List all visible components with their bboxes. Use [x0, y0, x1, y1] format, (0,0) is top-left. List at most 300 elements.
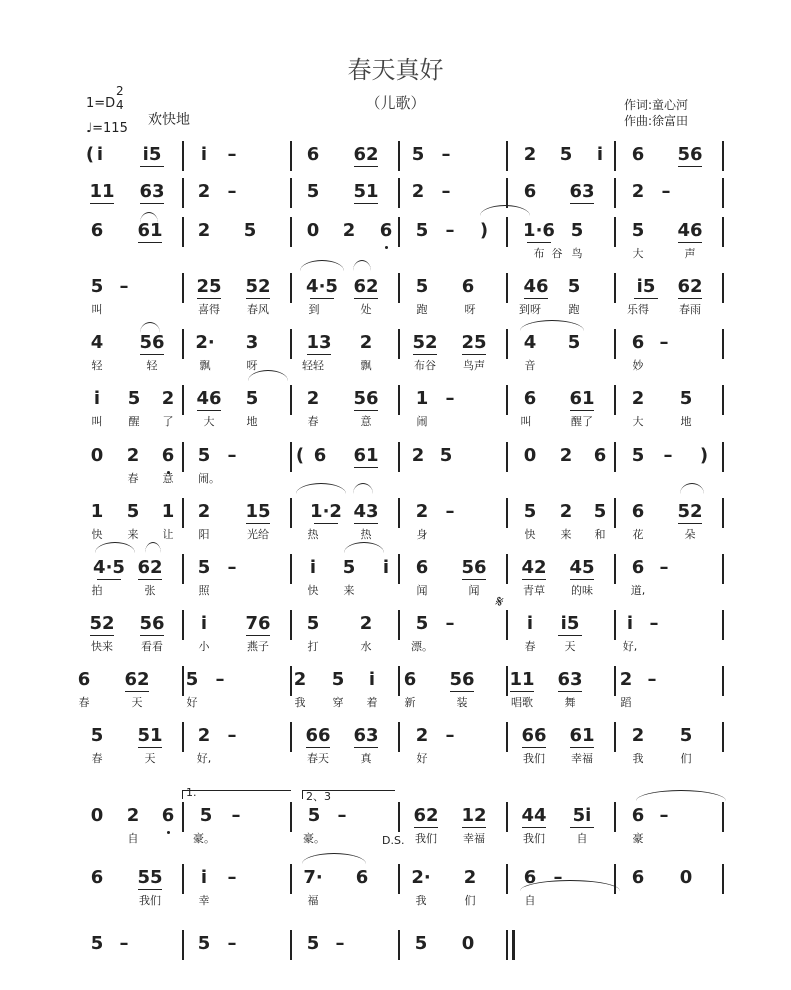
bar-line — [722, 722, 724, 752]
lyric-syllable: 拍 — [91, 584, 103, 597]
song-subtitle: （儿歌） — [365, 94, 426, 112]
jianpu-note: 6 — [77, 669, 91, 690]
bar-line — [398, 802, 400, 832]
bar-line — [506, 178, 508, 208]
lyric-syllable: 着 — [366, 696, 378, 709]
bar-line — [182, 554, 184, 584]
jianpu-note: 56 — [139, 613, 165, 634]
lyric-syllable: 新 — [404, 696, 416, 709]
bar-line — [614, 442, 616, 472]
beam-underline — [570, 579, 594, 580]
lyric-syllable: 穿 — [332, 696, 344, 709]
bar-line — [506, 930, 508, 960]
jianpu-note: 62 — [353, 276, 379, 297]
jianpu-note: 5 — [523, 501, 537, 522]
bar-line — [398, 722, 400, 752]
beam-underline — [140, 354, 164, 355]
lyric-syllable: 天 — [131, 696, 143, 709]
bar-line — [182, 802, 184, 832]
jianpu-note: – — [215, 669, 225, 690]
bar-line — [290, 610, 292, 640]
beam-underline — [634, 298, 658, 299]
beam-underline — [462, 827, 486, 828]
bar-line — [722, 329, 724, 359]
bar-line — [398, 273, 400, 303]
lyric-syllable: 地 — [246, 415, 258, 428]
jianpu-note: 5 — [197, 445, 211, 466]
lyric-syllable: 醒 — [128, 415, 140, 428]
jianpu-note: i — [596, 144, 604, 165]
jianpu-note: 5 — [90, 276, 104, 297]
jianpu-note: 3 — [245, 332, 259, 353]
lyric-syllable: 让 — [162, 528, 174, 541]
slur-arc — [145, 542, 161, 553]
jianpu-note: 0 — [461, 933, 475, 954]
jianpu-note: 2 — [197, 181, 211, 202]
jianpu-note: 25 — [461, 332, 487, 353]
lyric-syllable: 幸福 — [571, 752, 593, 765]
jianpu-note: 6 — [415, 557, 429, 578]
expression-marking: 欢快地 — [148, 112, 190, 128]
time-signature-top: 2 — [116, 84, 124, 98]
jianpu-note: 0 — [90, 805, 104, 826]
lyric-syllable: 春雨 — [679, 303, 701, 316]
beam-underline — [354, 747, 378, 748]
bar-line — [614, 802, 616, 832]
jianpu-note: ) — [479, 220, 489, 241]
bar-line — [182, 498, 184, 528]
beam-underline — [413, 354, 437, 355]
lyric-syllable: 意 — [360, 415, 372, 428]
bar-line — [182, 217, 184, 247]
jianpu-note: 5 — [306, 181, 320, 202]
jianpu-note: 63 — [353, 725, 379, 746]
jianpu-note: 5 — [415, 220, 429, 241]
jianpu-note: 56 — [461, 557, 487, 578]
jianpu-note: – — [659, 805, 669, 826]
jianpu-note: 6 — [593, 445, 607, 466]
jianpu-note: – — [553, 867, 563, 888]
jianpu-note: 2 — [415, 501, 429, 522]
lyric-syllable: 跑 — [416, 303, 428, 316]
lyric-syllable: 光给 — [247, 528, 269, 541]
beam-underline — [90, 635, 114, 636]
jianpu-note: – — [661, 181, 671, 202]
bar-line — [506, 385, 508, 415]
jianpu-note: 2 — [306, 388, 320, 409]
jianpu-note: 7· — [303, 867, 323, 888]
jianpu-note: 5 — [331, 669, 345, 690]
jianpu-note: 63 — [139, 181, 165, 202]
lyric-syllable: 漂。 — [411, 640, 433, 653]
jianpu-note: 6 — [403, 669, 417, 690]
jianpu-note: 6 — [90, 220, 104, 241]
jianpu-note: 62 — [677, 276, 703, 297]
jianpu-note: 11 — [89, 181, 115, 202]
beam-underline — [522, 747, 546, 748]
lyric-syllable: 春天 — [307, 752, 329, 765]
lyric-syllable: 好 — [186, 696, 198, 709]
lyric-syllable: 和 — [594, 528, 606, 541]
bar-line — [506, 498, 508, 528]
bar-line — [182, 864, 184, 894]
beam-underline — [354, 298, 378, 299]
bar-line — [182, 722, 184, 752]
slur-arc — [344, 542, 384, 553]
jianpu-note: i5 — [636, 276, 656, 297]
jianpu-note: 15 — [245, 501, 271, 522]
jianpu-note: 2 — [631, 725, 645, 746]
jianpu-note: 61 — [353, 445, 379, 466]
lyric-syllable: 布谷 — [414, 359, 436, 372]
jianpu-note: 5i — [572, 805, 592, 826]
jianpu-note: 0 — [90, 445, 104, 466]
jianpu-note: 5 — [679, 725, 693, 746]
bar-line — [182, 442, 184, 472]
jianpu-note: ( — [295, 445, 305, 466]
jianpu-note: 55 — [137, 867, 163, 888]
jianpu-note: i5 — [142, 144, 162, 165]
jianpu-note: 6 — [523, 181, 537, 202]
lyric-syllable: 唱歌 — [511, 696, 533, 709]
composer-credit: 作曲:徐富田 — [624, 114, 689, 128]
jianpu-note: i — [200, 144, 208, 165]
lyric-syllable: 天 — [144, 752, 156, 765]
jianpu-note: i — [93, 388, 101, 409]
jianpu-note: 0 — [523, 445, 537, 466]
beam-underline — [522, 579, 546, 580]
lyric-syllable: 飘 — [360, 359, 372, 372]
jianpu-note: – — [659, 557, 669, 578]
jianpu-note: – — [445, 501, 455, 522]
jianpu-note: 63 — [557, 669, 583, 690]
jianpu-note: 6 — [523, 388, 537, 409]
lyric-syllable: 张 — [144, 584, 156, 597]
lyric-syllable: 妙 — [632, 359, 644, 372]
bar-line — [182, 930, 184, 960]
jianpu-note: – — [663, 445, 673, 466]
jianpu-note: i — [526, 613, 534, 634]
bar-line — [398, 554, 400, 584]
jianpu-note: 5 — [567, 332, 581, 353]
lyric-syllable: 呀 — [246, 359, 258, 372]
beam-underline — [138, 889, 162, 890]
bar-line — [722, 610, 724, 640]
beam-underline — [414, 827, 438, 828]
jianpu-note: 52 — [89, 613, 115, 634]
beam-underline — [306, 747, 330, 748]
jianpu-note: 5 — [306, 613, 320, 634]
lyric-syllable: 乐得 — [627, 303, 649, 316]
jianpu-note: – — [227, 557, 237, 578]
lyric-syllable: 真 — [360, 752, 372, 765]
slur-arc — [140, 212, 158, 223]
bar-line — [398, 329, 400, 359]
jianpu-note: 56 — [677, 144, 703, 165]
beam-underline — [678, 242, 702, 243]
lyric-syllable: 自 — [127, 832, 139, 845]
lyric-syllable: 地 — [680, 415, 692, 428]
jianpu-note: 62 — [124, 669, 150, 690]
lyric-syllable: 我们 — [523, 832, 545, 845]
lyric-syllable: 蹈 — [620, 696, 632, 709]
jianpu-note: – — [231, 805, 241, 826]
segno-sign: 𝄋 — [493, 591, 507, 612]
beam-underline — [140, 635, 164, 636]
bar-line — [290, 273, 292, 303]
jianpu-note: 5 — [199, 805, 213, 826]
jianpu-note: – — [227, 725, 237, 746]
beam-underline — [314, 523, 338, 524]
beam-underline — [138, 747, 162, 748]
beam-underline — [246, 298, 270, 299]
bar-line — [506, 722, 508, 752]
beam-underline — [678, 523, 702, 524]
lyric-syllable: 豪。 — [303, 832, 325, 845]
jianpu-note: – — [227, 144, 237, 165]
first-ending-label: 1. — [186, 786, 197, 799]
bar-line — [506, 554, 508, 584]
jianpu-note: 1 — [415, 388, 429, 409]
bar-line — [182, 273, 184, 303]
jianpu-note: 2 — [359, 332, 373, 353]
slur-arc — [296, 483, 346, 494]
jianpu-note: 1 — [161, 501, 175, 522]
lyric-syllable: 春 — [307, 415, 319, 428]
jianpu-note: i — [382, 557, 390, 578]
jianpu-note: 66 — [305, 725, 331, 746]
time-signature — [116, 84, 124, 112]
lyric-syllable: 闻 — [416, 584, 428, 597]
lyric-syllable: 跑 — [568, 303, 580, 316]
bar-line — [614, 666, 616, 696]
bar-line — [722, 217, 724, 247]
lyric-syllable: 喜得 — [198, 303, 220, 316]
jianpu-note: i — [309, 557, 317, 578]
slur-arc — [636, 790, 726, 801]
beam-underline — [354, 467, 378, 468]
jianpu-note: 61 — [569, 725, 595, 746]
bar-line — [290, 722, 292, 752]
jianpu-note: 5 — [126, 501, 140, 522]
jianpu-note: 2 — [559, 501, 573, 522]
slur-arc — [302, 853, 366, 864]
beam-underline — [510, 691, 534, 692]
lyric-syllable: 福 — [307, 894, 319, 907]
lyric-syllable: 幸 — [198, 894, 210, 907]
bar-line — [290, 930, 292, 960]
slur-arc — [680, 483, 704, 494]
beam-underline — [246, 523, 270, 524]
beam-underline — [307, 354, 331, 355]
beam-underline — [570, 747, 594, 748]
key-signature: 1=D — [86, 96, 116, 111]
bar-line — [506, 442, 508, 472]
lyric-syllable: 青草 — [523, 584, 545, 597]
bar-line — [614, 554, 616, 584]
bar-line — [722, 385, 724, 415]
bar-line — [614, 178, 616, 208]
jianpu-note: 5 — [631, 445, 645, 466]
beam-underline — [462, 579, 486, 580]
beam-underline — [570, 410, 594, 411]
tempo-marking: ♩=115 — [86, 121, 128, 136]
bar-line — [290, 802, 292, 832]
beam-underline — [558, 635, 582, 636]
bar-line — [398, 610, 400, 640]
bar-line — [290, 329, 292, 359]
jianpu-note: 6 — [631, 867, 645, 888]
lyric-syllable: 我 — [415, 894, 427, 907]
jianpu-note: 11 — [509, 669, 535, 690]
jianpu-note: 42 — [521, 557, 547, 578]
jianpu-note: 2 — [523, 144, 537, 165]
bar-line — [722, 141, 724, 171]
lyric-syllable: 小 — [198, 640, 210, 653]
lyric-syllable: 布 — [533, 247, 545, 260]
jianpu-note: ) — [699, 445, 709, 466]
beam-underline — [522, 827, 546, 828]
bar-line — [614, 217, 616, 247]
lyric-syllable: 幸福 — [463, 832, 485, 845]
bar-line — [614, 385, 616, 415]
jianpu-note: 5 — [243, 220, 257, 241]
jianpu-note: 2 — [161, 388, 175, 409]
jianpu-note: 5 — [415, 613, 429, 634]
jianpu-note: 2 — [559, 445, 573, 466]
jianpu-note: 5 — [342, 557, 356, 578]
jianpu-note: 13 — [306, 332, 332, 353]
lyricist-credit: 作词:童心河 — [624, 98, 689, 112]
jianpu-note: i — [200, 867, 208, 888]
jianpu-note: 56 — [353, 388, 379, 409]
bar-line — [506, 141, 508, 171]
lyric-syllable: 快来 — [91, 640, 113, 653]
bar-line — [398, 864, 400, 894]
bar-line — [722, 498, 724, 528]
jianpu-note: – — [649, 613, 659, 634]
lyric-syllable: 来 — [127, 528, 139, 541]
jianpu-note: 0 — [306, 220, 320, 241]
bar-line — [614, 329, 616, 359]
bar-line — [290, 217, 292, 247]
lyric-syllable: 轻轻 — [302, 359, 324, 372]
jianpu-note: 5 — [415, 276, 429, 297]
lyric-syllable: 豪 — [632, 832, 644, 845]
low-octave-dot — [167, 831, 170, 834]
jianpu-note: – — [441, 144, 451, 165]
jianpu-note: 6 — [631, 805, 645, 826]
lyric-syllable: 自 — [576, 832, 588, 845]
lyric-syllable: 叫 — [91, 415, 103, 428]
lyric-syllable: 闹。 — [198, 472, 220, 485]
jianpu-note: 2 — [197, 220, 211, 241]
jianpu-note: 45 — [569, 557, 595, 578]
jianpu-note: 2 — [197, 501, 211, 522]
jianpu-note: 5 — [593, 501, 607, 522]
jianpu-note: 5 — [439, 445, 453, 466]
jianpu-note: 5 — [245, 388, 259, 409]
jianpu-note: 2 — [631, 388, 645, 409]
beam-underline — [197, 410, 221, 411]
jianpu-note: – — [337, 805, 347, 826]
lyric-syllable: 到呀 — [519, 303, 541, 316]
jianpu-note: 2 — [411, 445, 425, 466]
beam-underline — [310, 298, 334, 299]
jianpu-note: – — [441, 181, 451, 202]
lyric-syllable: 我们 — [523, 752, 545, 765]
jianpu-note: i5 — [560, 613, 580, 634]
jianpu-note: 61 — [569, 388, 595, 409]
bar-line — [182, 178, 184, 208]
lyric-syllable: 来 — [343, 584, 355, 597]
jianpu-note: 52 — [677, 501, 703, 522]
bar-line — [512, 930, 515, 960]
jianpu-note: 62 — [413, 805, 439, 826]
bar-line — [290, 666, 292, 696]
bar-line — [182, 666, 184, 696]
lyric-syllable: 闻 — [468, 584, 480, 597]
jianpu-note: 56 — [139, 332, 165, 353]
jianpu-note: 5 — [631, 220, 645, 241]
jianpu-note: 2 — [293, 669, 307, 690]
lyric-syllable: 看看 — [141, 640, 163, 653]
beam-underline — [524, 298, 548, 299]
jianpu-note: 62 — [137, 557, 163, 578]
lyric-syllable: 快 — [307, 584, 319, 597]
jianpu-note: ( — [85, 144, 95, 165]
jianpu-note: 6 — [631, 144, 645, 165]
lyric-syllable: 我 — [632, 752, 644, 765]
slur-arc — [520, 320, 584, 331]
bar-line — [506, 864, 508, 894]
bar-line — [398, 498, 400, 528]
lyric-syllable: 大 — [203, 415, 215, 428]
beam-underline — [140, 166, 164, 167]
lyric-syllable: 大 — [632, 247, 644, 260]
lyric-syllable: 们 — [464, 894, 476, 907]
lyric-syllable: 呀 — [464, 303, 476, 316]
bar-line — [722, 666, 724, 696]
jianpu-note: 6 — [379, 220, 393, 241]
jianpu-note: 46 — [523, 276, 549, 297]
jianpu-note: 5 — [567, 276, 581, 297]
beam-underline — [138, 242, 162, 243]
bar-line — [182, 329, 184, 359]
lyric-syllable: 春 — [127, 472, 139, 485]
jianpu-note: 44 — [521, 805, 547, 826]
jianpu-note: 5 — [90, 725, 104, 746]
beam-underline — [678, 298, 702, 299]
jianpu-note: 25 — [196, 276, 222, 297]
jianpu-note: 6 — [523, 867, 537, 888]
bar-line — [398, 141, 400, 171]
jianpu-note: 2· — [195, 332, 215, 353]
jianpu-note: 1 — [90, 501, 104, 522]
lyric-syllable: 意 — [162, 472, 174, 485]
bar-line — [722, 864, 724, 894]
jianpu-note: 66 — [521, 725, 547, 746]
jianpu-note: 6 — [306, 144, 320, 165]
jianpu-note: – — [227, 867, 237, 888]
jianpu-note: 5 — [414, 933, 428, 954]
bar-line — [506, 610, 508, 640]
jianpu-note: 6 — [161, 445, 175, 466]
jianpu-note: – — [647, 669, 657, 690]
jianpu-note: – — [335, 933, 345, 954]
jianpu-note: 2 — [411, 181, 425, 202]
jianpu-note: 52 — [245, 276, 271, 297]
